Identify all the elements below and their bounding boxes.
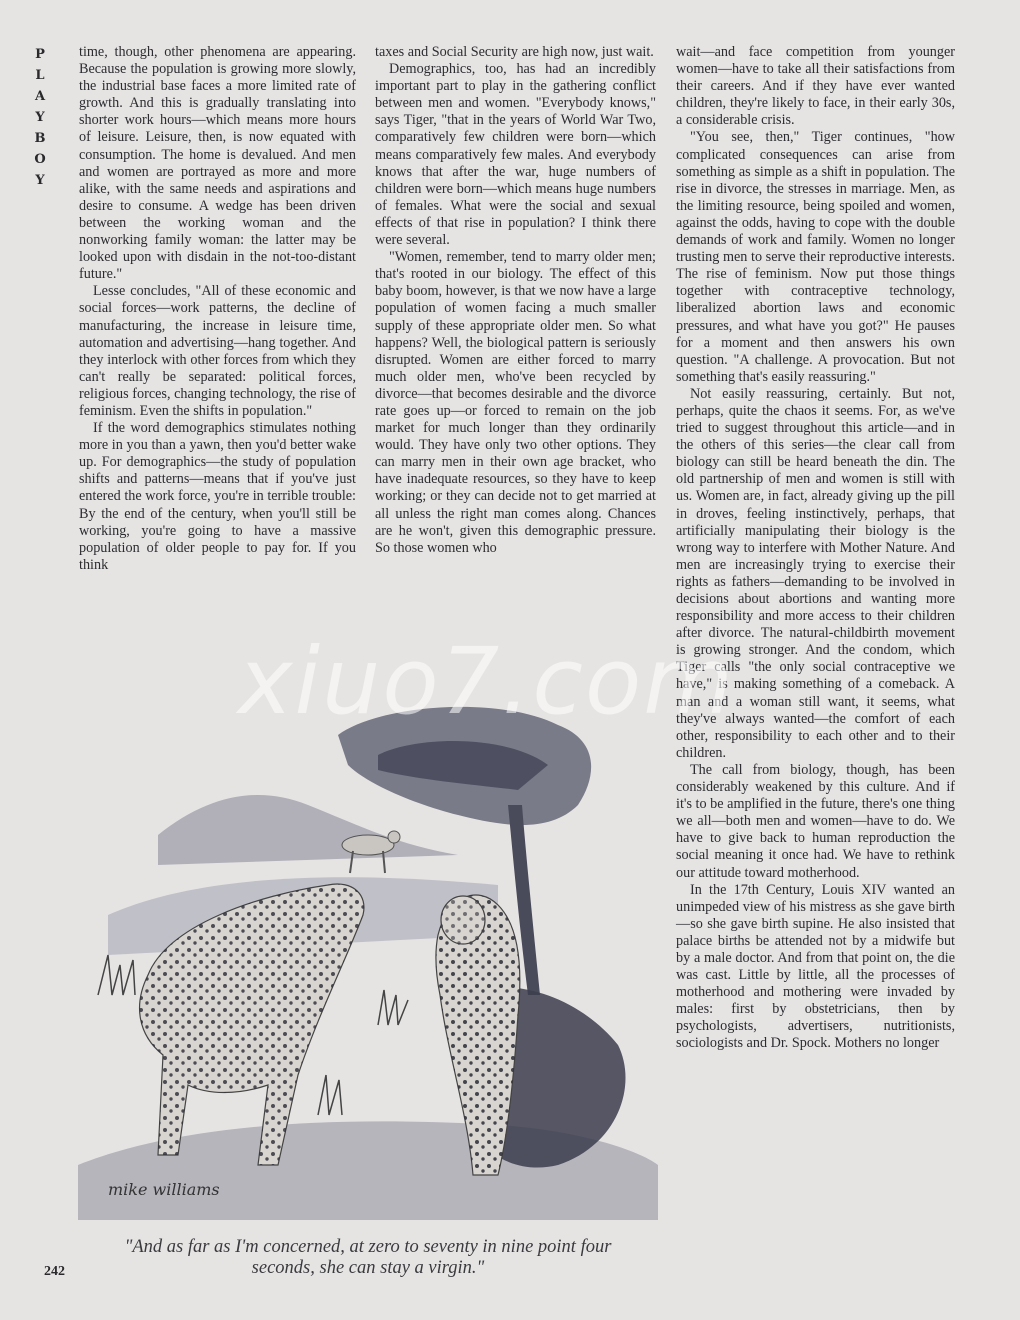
page-number: 242	[44, 1264, 65, 1279]
paragraph: If the word demographics stimulates nothing more in you than a yawn, then you'd better wake up. For demographics—the study of population shifts and patterns—means that if you've just entered the work force, you're in terrible trouble: By the end of the century, when you'll still be working, you're going to have a massive population of older people to pay for. If you think	[79, 420, 356, 573]
magazine-name-vertical	[30, 44, 50, 191]
magazine-name-letter: O	[34, 152, 46, 167]
cartoon-caption: "And as far as I'm concerned, at zero to seventy in nine point four seconds, she can stay a virgin."	[124, 1237, 612, 1278]
text-column-2	[375, 44, 656, 557]
watermark-text: xiuo7.com	[238, 628, 735, 735]
paragraph: Not easily reassuring, certainly. But not, perhaps, quite the chaos it seems. For, as we've tried to suggest throughout this article—and in the others of this series—the clear call from biology can still be heard beneath the din. The old partnership of men and women is still with us. Women are, in fact, already giving up the pill in droves, feeling instinctively, perhaps, that artificially manipulating their biology is the wrong way to interfere with Mother Nature. And men are increasingly trying to exercise their rights as fathers—demanding to be involved in decisions about abortions and wanting more responsibility and more access to their children after divorce. The natural-childbirth movement is growing stronger. And the condom, which Tiger calls "the only social contraceptive we have," is making something of a comeback. A man and a woman still want, it seems, what they've always wanted—the comfort of each other, responsibility to each other and to their children.	[676, 385, 955, 761]
paragraph: "Women, remember, tend to marry older men; that's rooted in our biology. The effect of this baby boom, however, is that we now have a large population of women facing a much smaller supply of these appropriate older men. So what happens? Well, the biological pattern is seriously disrupted. Women are either forced to marry much older men, who've been recycled by divorce—that becomes desirable and the divorce rate goes up—or forced to remain on the job market for much longer than they ordinarily would. They have only two other options. They can marry men in their own age bracket, who have inadequate resources, so they have to keep working; or they can decide not to get married at all unless the right man comes along. Chances are he won't, given this demographic pressure. So those women who	[375, 249, 656, 556]
magazine-name-letter: L	[35, 68, 45, 83]
paragraph: In the 17th Century, Louis XIV wanted an unimpeded view of his mistress as she gave birth—so she gave birth supine. He also insisted that palace births be attended not by a midwife but by a male doctor. And from that point on, the die was cast. Little by little, all the processes of motherhood and mothering were invaded by males: first by obstetricians, then by psychologists, advertisers, nutritionists, sociologists and Dr. Spock. Mothers no longer	[676, 881, 955, 1052]
paragraph: Demographics, too, has had an incredibly important part to play in the gathering conflict between men and women. "Everybody knows," says Tiger, "that in the years of World War Two, comparatively few children were born—which means comparatively few males. And everybody knows that after the war, huge numbers of children were born—which means huge numbers of females. What were the social and sexual effects of that rise in population? I think there were several.	[375, 61, 656, 249]
text-column-1	[79, 44, 356, 574]
magazine-name-letter: P	[35, 47, 45, 62]
paragraph: time, though, other phenomena are appearing. Because the population is growing more slowly, the industrial base faces a more limited rate of growth. And this is gradually translating into shorter work hours—which means more hours of leisure. Leisure, then, is now equated with consumption. The home is devalued. And men and women are portrayed as more and more alike, with the same needs and aspirations and desire to consume. A wedge has been driven between the working woman and the nonworking family woman: the latter may be looked upon with disdain in the not-too-distant future."	[79, 44, 356, 283]
text-column-3	[676, 44, 955, 1053]
paragraph: wait—and face competition from younger women—have to take all their satisfactions from their careers. And if they have ever wanted children, they're likely to face, in their early 30s, a considerable crisis.	[676, 44, 955, 129]
artist-signature: mike williams	[108, 1180, 220, 1199]
magazine-name-letter: A	[34, 89, 46, 104]
paragraph: "You see, then," Tiger continues, "how complicated consequences can arise from something as simple as a shift in population. The rise in divorce, the stresses in marriage. Men, as the limiting resource, being spoiled and women, against the odds, having to cope with the double demands of work and family. Women no longer trusting men to serve their reproductive interests. The rise of feminism. Now put those things together with contraceptive technology, liberalized abortion laws and economic pressures, and what have you got?" He pauses for a moment and then answers his own question. "A challenge. A provocation. But not something that's easily reassuring."	[676, 129, 955, 385]
magazine-name-letter: Y	[35, 173, 45, 188]
paragraph: The call from biology, though, has been considerably weakened by this culture. And if it's to be amplified in the future, there's one thing we all—both men and women—have to do. We have to give back to human reproduction the social meaning it once had. We have to rethink our attitude toward motherhood.	[676, 761, 955, 881]
magazine-name-letter: Y	[35, 110, 45, 125]
magazine-name-letter: B	[34, 131, 46, 146]
paragraph: taxes and Social Security are high now, just wait.	[375, 44, 654, 60]
cartoon-illustration	[78, 695, 658, 1220]
paragraph: Lesse concludes, "All of these economic and social forces—work patterns, the decline of manufacturing, the increase in leisure time, automation and advertising—hang together. And they interlock with other forces from which they can't really be separated: political forces, religious forces, changing technology, the rise of feminism. Even the shifts in population."	[79, 283, 356, 419]
